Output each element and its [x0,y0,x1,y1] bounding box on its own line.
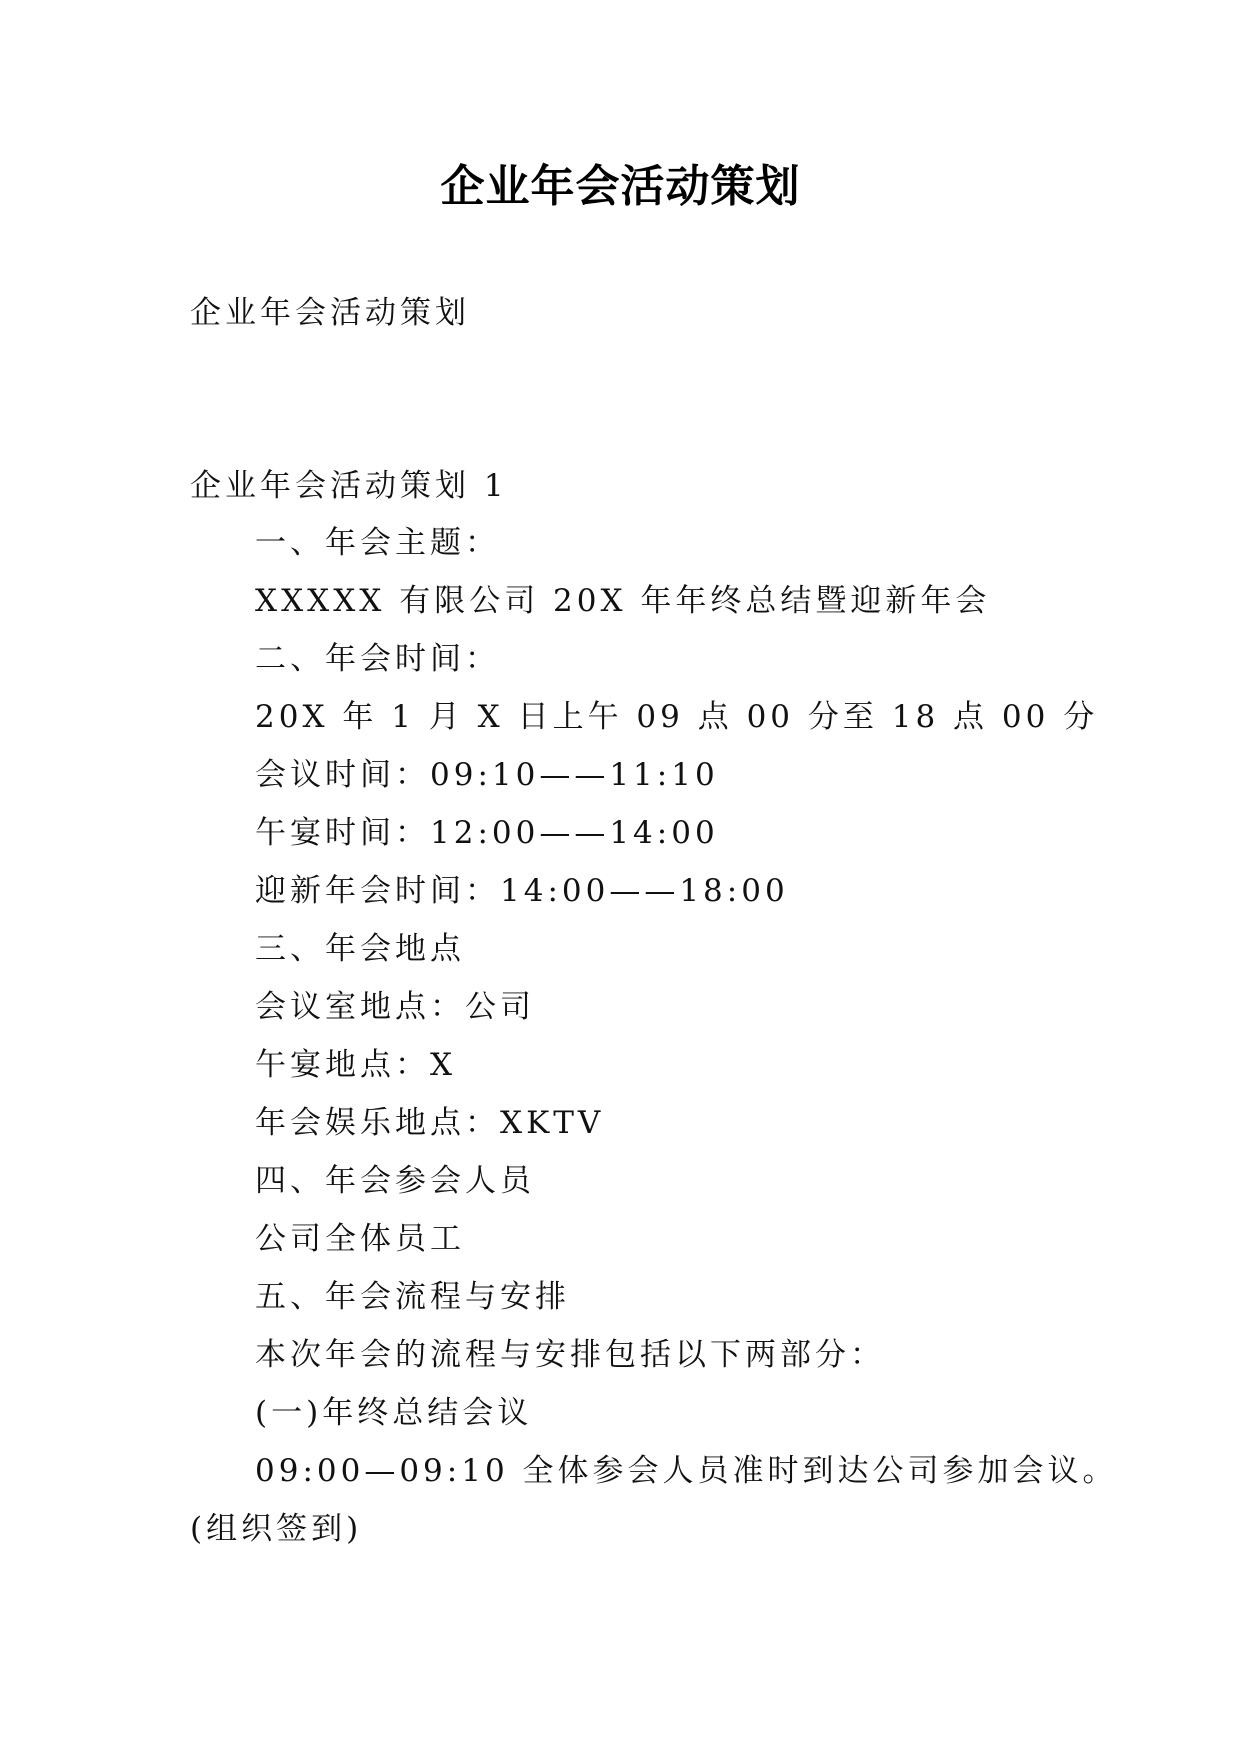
document-subtitle: 企业年会活动策划 [190,295,470,331]
document-title: 企业年会活动策划 [440,161,801,212]
party-location: 年会娱乐地点：XKTV [255,1105,605,1141]
lunch-time: 午宴时间：12:00——14:00 [255,815,719,851]
section-heading: 企业年会活动策划 1 [190,468,508,504]
heading-time: 二、年会时间： [255,641,500,677]
agenda-item: 09:00—09:10 全体参会人员准时到达公司参加会议。 [255,1453,1118,1489]
heading-location: 三、年会地点 [255,931,465,967]
heading-attendees: 四、年会参会人员 [255,1163,535,1199]
heading-theme: 一、年会主题： [255,525,500,561]
party-time: 迎新年会时间：14:00——18:00 [255,873,789,909]
attendees-text: 公司全体员工 [255,1221,465,1257]
agenda-part-one: (一)年终总结会议 [255,1395,533,1431]
agenda-item-continuation: (组织签到) [190,1511,363,1547]
agenda-intro: 本次年会的流程与安排包括以下两部分： [255,1337,885,1373]
lunch-location: 午宴地点：X [255,1047,457,1083]
meeting-location: 会议室地点：公司 [255,989,535,1025]
meeting-time: 会议时间：09:10——11:10 [255,757,719,793]
date-text: 20X 年 1 月 X 日上午 09 点 00 分至 18 点 00 分 [255,699,1099,735]
theme-text: XXXXX 有限公司 20X 年年终总结暨迎新年会 [255,583,991,619]
heading-agenda: 五、年会流程与安排 [255,1279,570,1315]
